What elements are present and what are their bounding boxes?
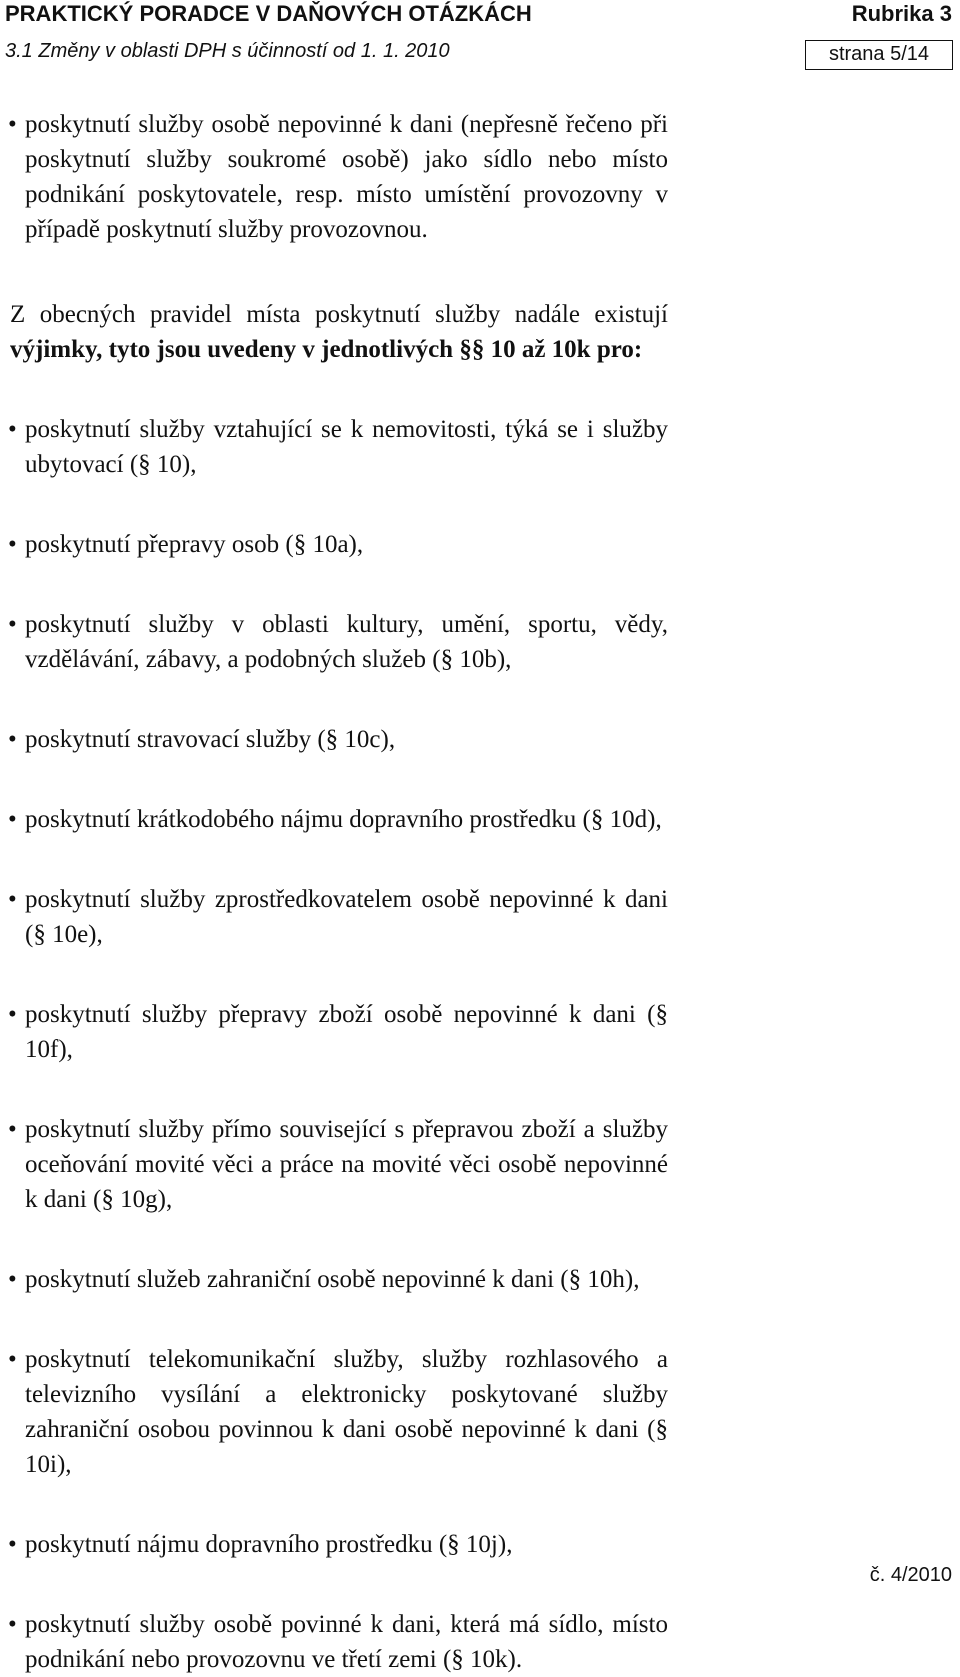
list-item-text: poskytnutí přepravy osob (§ 10a), bbox=[25, 531, 364, 558]
bullet-icon: • bbox=[8, 611, 17, 638]
list-item-text: poskytnutí služby přepravy zboží osobě nepovinné k dani (§ 10f), bbox=[25, 1001, 668, 1063]
list-item-text: poskytnutí nájmu dopravního prostředku (§ 10j), bbox=[25, 1531, 513, 1558]
bullet-icon: • bbox=[8, 1001, 17, 1028]
list-item-text: poskytnutí služby přímo související s přepravou zboží a služby oceňování movité věci a práce na movité věci osobě nepovinné k dani (§ 10g), bbox=[25, 1116, 668, 1213]
issue-number: č. 4/2010 bbox=[869, 1564, 952, 1586]
bullet-icon: • bbox=[8, 886, 17, 913]
section-title: 3.1 Změny v oblasti DPH s účinností od 1. 1. 2010 bbox=[5, 40, 450, 62]
bullet-icon: • bbox=[8, 111, 17, 138]
rubrika-label: Rubrika 3 bbox=[851, 1, 952, 26]
list-item bbox=[8, 607, 668, 677]
list-item bbox=[8, 1342, 668, 1482]
bullet-icon: • bbox=[8, 726, 17, 753]
bullet-icon: • bbox=[8, 1611, 17, 1638]
list-item-text: poskytnutí služby vztahující se k nemovitosti, týká se i služby ubytovací (§ 10), bbox=[25, 416, 668, 478]
bullet-icon: • bbox=[8, 806, 17, 833]
bullet-icon: • bbox=[8, 1346, 17, 1373]
list-item-text: poskytnutí služby osobě nepovinné k dani (nepřesně řečeno při poskytnutí služby soukromé osobě) jako sídlo nebo místo podnikání poskytovatele, resp. místo umístění provozovny v případě poskytnutí služby provozovnou. bbox=[25, 111, 668, 243]
paragraph-emphasis: výjimky, tyto jsou uvedeny v jednotlivých §§ 10 až 10k pro: bbox=[10, 336, 643, 363]
list-item-text: poskytnutí služby v oblasti kultury, umění, sportu, vědy, vzdělávání, zábavy, a podobných služeb (§ 10b), bbox=[25, 611, 668, 673]
page-indicator: strana 5/14 bbox=[805, 40, 953, 70]
paragraph bbox=[8, 297, 668, 367]
list-item bbox=[8, 802, 668, 837]
list-item-text: poskytnutí služby zprostředkovatelem osobě nepovinné k dani (§ 10e), bbox=[25, 886, 668, 948]
paragraph-lead: Z obecných pravidel místa poskytnutí služby nadále existují bbox=[10, 301, 668, 328]
bullet-icon: • bbox=[8, 1266, 17, 1293]
list-item bbox=[8, 1112, 668, 1217]
bullet-icon: • bbox=[8, 416, 17, 443]
list-item-text: poskytnutí stravovací služby (§ 10c), bbox=[25, 726, 396, 753]
list-item bbox=[8, 527, 668, 562]
article-body bbox=[8, 107, 668, 1677]
bullet-icon: • bbox=[8, 1116, 17, 1143]
list-item bbox=[8, 722, 668, 757]
list-item bbox=[8, 412, 668, 482]
list-item-text: poskytnutí telekomunikační služby, služby rozhlasového a televizního vysílání a elektronicky poskytované služby zahraniční osobou povinnou k dani osobě nepovinné k dani (§ 10i), bbox=[25, 1346, 668, 1478]
list-item-text: poskytnutí služby osobě povinné k dani, která má sídlo, místo podnikání nebo provozovnu ve třetí zemi (§ 10k). bbox=[25, 1611, 668, 1673]
list-item bbox=[8, 1607, 668, 1677]
list-item bbox=[8, 107, 668, 247]
list-item bbox=[8, 1527, 668, 1562]
list-item bbox=[8, 882, 668, 952]
list-item bbox=[8, 1262, 668, 1297]
list-item bbox=[8, 997, 668, 1067]
list-item-text: poskytnutí služeb zahraniční osobě nepovinné k dani (§ 10h), bbox=[25, 1266, 640, 1293]
publication-title: PRAKTICKÝ PORADCE V DAŇOVÝCH OTÁZKÁCH bbox=[5, 1, 532, 26]
page-header bbox=[0, 0, 960, 80]
bullet-icon: • bbox=[8, 1531, 17, 1558]
list-item-text: poskytnutí krátkodobého nájmu dopravního prostředku (§ 10d), bbox=[25, 806, 662, 833]
bullet-icon: • bbox=[8, 531, 17, 558]
